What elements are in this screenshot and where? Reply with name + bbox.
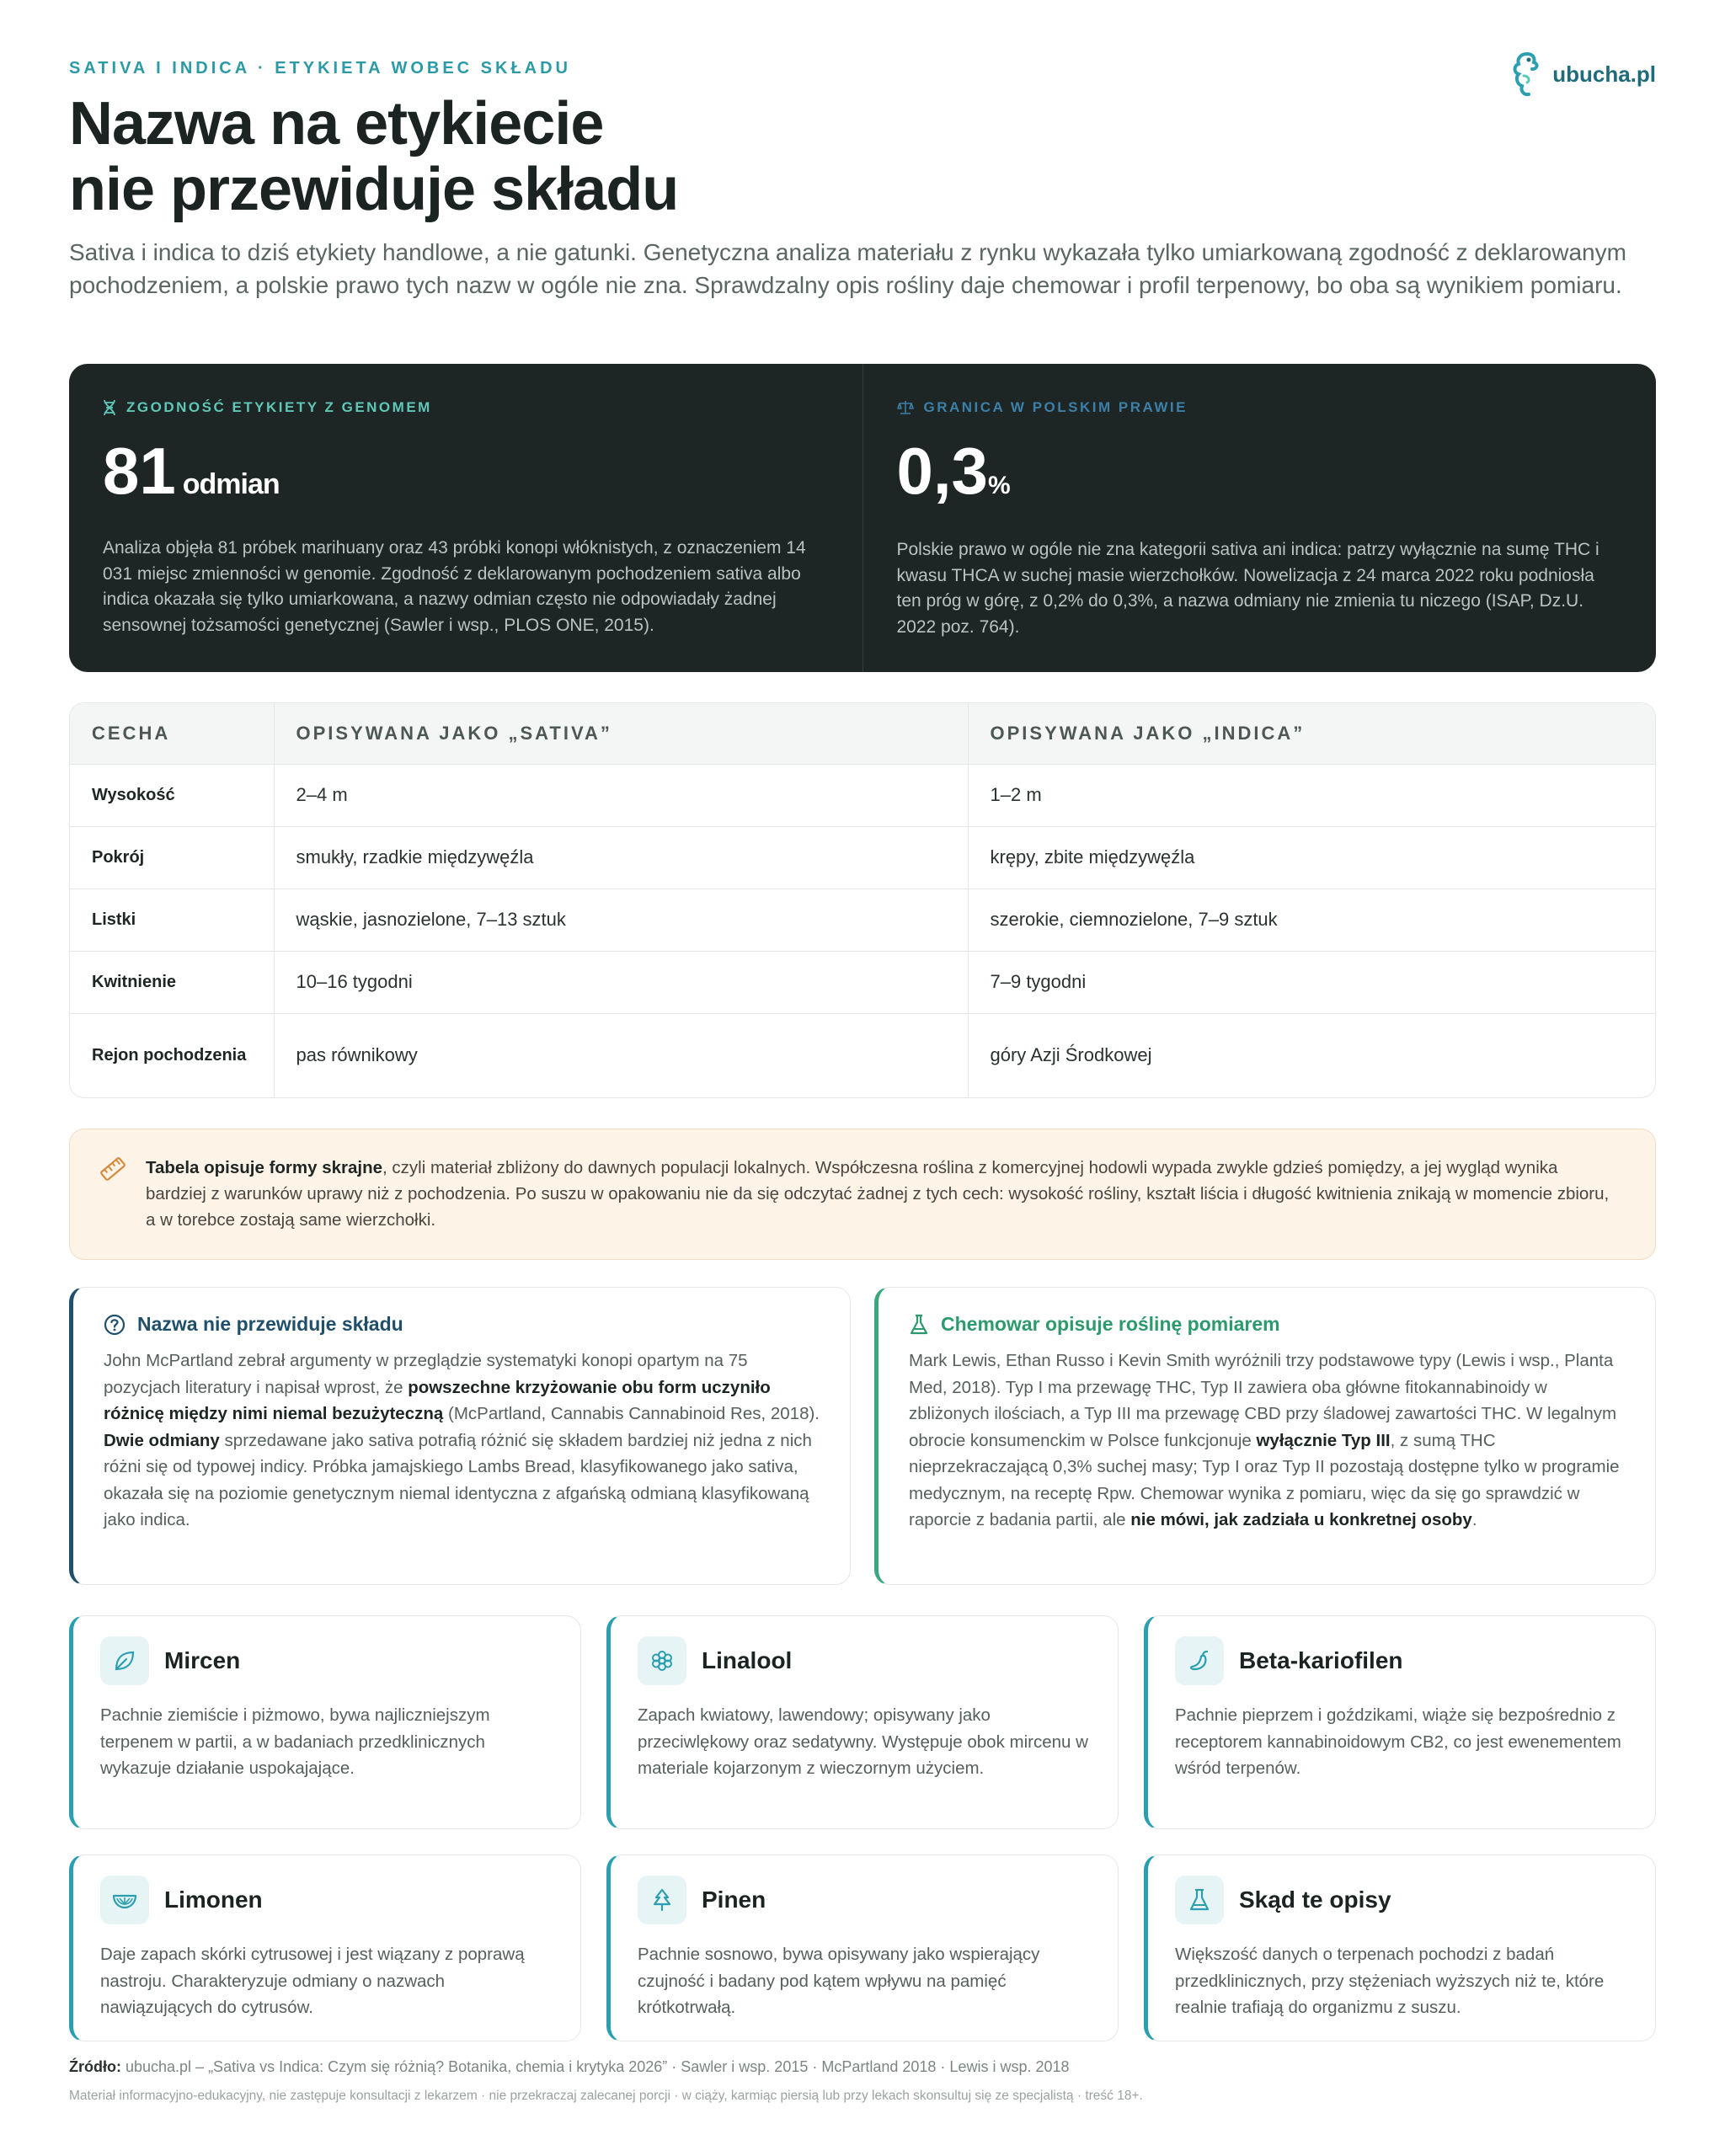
citrus-icon <box>100 1876 149 1924</box>
pepper-icon <box>1175 1636 1224 1685</box>
note-text: , czyli materiał zbliżony do dawnych populacji lokalnych. Współczesna roślina z komercyjnej hodowli wypada zwykle gdzieś pomiędzy, a jej wygląd wynika bardziej z warunków uprawy niż z pochodzenia. Po suszu w opakowaniu nie da się odczytać żadnej z tych cech: wysokość rośliny, kształt liścia i długość kwitnienia znikają w momencie zbioru, a w torebce zostają same wierzchołki. <box>146 1158 1610 1230</box>
table-row <box>70 951 1655 1013</box>
card-title: Chemowar opisuje roślinę pomiarem <box>909 1313 1626 1336</box>
stat-law <box>862 364 1657 672</box>
card-text: John McPartland zebrał argumenty w przeglądzie systematyki konopi opartym na 75 pozycjach literatury i napisał wprost, że powszechne krzyżowanie obu form uczyniło różnicę między nimi niemal bezużyteczną (McPartland, Cannabis Cannabinoid Res, 2018). Dwie odmiany sprzedawane jako sativa potrafią różnić się składem bardziej niż jedna z nich różni się od typowej indicy. Próbka jamajskiego Lambs Bread, klasyfikowanego jako sativa, okazała się na poziomie genetycznym niemal identyczna z afgańską odmianą klasyfikowaną jako indica. <box>104 1351 820 1529</box>
row-label: Listki <box>70 889 274 951</box>
stat-genome <box>69 364 862 672</box>
stat-description: Analiza objęła 81 próbek marihuany oraz 43 próbki konopi włóknistych, z oznaczeniem 14 031 miejsc zmienności w genomie. Zgodność z deklarowanym pochodzeniem sativa albo indica okazała się tylko umiarkowana, a nazwy odmian często nie odpowiadały żadnej sensownej tożsamości genetycznej (Sawler i wsp., PLOS ONE, 2015). <box>103 538 806 635</box>
source-text: ubucha.pl – „Sativa vs Indica: Czym się różnią? Botanika, chemia i krytyka 2026” · Sawler i wsp. 2015 · McPartland 2018 · Lewis i wsp. 2018 <box>120 2058 1070 2075</box>
note-bold: Tabela opisuje formy skrajne <box>146 1158 383 1177</box>
column-header: OPISYWANA JAKO „SATIVA” <box>274 703 968 764</box>
title-line-2: nie przewiduje składu <box>69 156 679 223</box>
table-row <box>70 889 1655 951</box>
terpene-description: Pachnie sosnowo, bywa opisywany jako wspierający czujność i badany pod kątem wpływu na pamięć krótkotrwałą. <box>638 1945 1040 2017</box>
table-cell: 7–9 tygodni <box>968 951 1655 1013</box>
card-text: Mark Lewis, Ethan Russo i Kevin Smith wyróżnili trzy podstawowe typy (Lewis i wsp., Planta Med, 2018). Typ I ma przewagę THC, Typ II zawiera oba główne fitokannabinoidy w zbliżonych ilościach, a Typ III ma przewagę CBD przy śladowej zawartości THC. W legalnym obrocie konsumenckim w Polsce funkcjonuje wyłącznie Typ III, z sumą THC nieprzekraczającą 0,3% suchej masy; Typ I oraz Typ II pozostają dostępne tylko w programie medycznym, na receptę Rpw. Chemowar wynika z pomiaru, więc da się go sprawdzić w raporcie z badania partii, ale nie mówi, jak zadziała u konkretnej osoby. <box>909 1351 1620 1529</box>
table-cell: pas równikowy <box>274 1013 968 1097</box>
seahorse-logo-icon <box>1507 51 1544 98</box>
column-header: CECHA <box>70 703 274 764</box>
terpene-description: Zapach kwiatowy, lawendowy; opisywany jako przeciwlękowy oraz sedatywny. Występuje obok mircenu w materiale kojarzonym z wieczornym użyciem. <box>638 1705 1088 1778</box>
table-note <box>69 1129 1656 1260</box>
card-name-vs-composition <box>69 1287 851 1585</box>
row-label: Rejon pochodzenia <box>70 1013 274 1097</box>
stat-unit: odmian <box>182 468 280 500</box>
terpene-description: Daje zapach skórki cytrusowej i jest wiązany z poprawą nastroju. Charakteryzuje odmiany o nazwach nawiązujących do cytrusów. <box>100 1945 525 2017</box>
table-cell: góry Azji Środkowej <box>968 1013 1655 1097</box>
scales-icon <box>897 400 914 415</box>
leaf-icon <box>100 1636 149 1685</box>
table-cell: smukły, rzadkie międzywęźla <box>274 826 968 889</box>
row-label: Kwitnienie <box>70 951 274 1013</box>
terpene-card-limonen <box>69 1854 581 2041</box>
stat-unit: % <box>987 472 1010 499</box>
terpene-description: Pachnie ziemiście i piżmowo, bywa najliczniejszym terpenem w partii, a w badaniach przedklinicznych wykazuje działanie uspokajające. <box>100 1705 490 1778</box>
stat-label: GRANICA W POLSKIM PRAWIE <box>897 399 1623 416</box>
table-row <box>70 764 1655 826</box>
stats-panel <box>69 364 1656 672</box>
eyebrow: SATIVA I INDICA · ETYKIETA WOBEC SKŁADU <box>69 59 571 77</box>
table-header-row <box>70 703 1655 764</box>
table-cell: 10–16 tygodni <box>274 951 968 1013</box>
stat-description: Polskie prawo w ogóle nie zna kategorii sativa ani indica: patrzy wyłącznie na sumę THC i kwasu THCA w suchej masie wierzchołków. Nowelizacja z 24 marca 2022 roku podniosła ten próg w górę, z 0,2% do 0,3%, a nazwa odmiany nie zmienia tu niczego (ISAP, Dz.U. 2022 poz. 764). <box>896 540 1599 637</box>
source-line <box>69 2058 1070 2076</box>
terpene-card-linalool <box>606 1615 1119 1829</box>
table-row <box>70 826 1655 889</box>
terpene-name: Beta-kariofilen <box>1239 1647 1403 1673</box>
terpene-name: Skąd te opisy <box>1239 1886 1391 1913</box>
question-circle-icon <box>104 1314 126 1336</box>
flask-icon <box>909 1314 929 1336</box>
table-cell: 1–2 m <box>968 764 1655 826</box>
table-cell: szerokie, ciemnozielone, 7–9 sztuk <box>968 889 1655 951</box>
terpene-description: Pachnie pieprzem i goździkami, wiąże się bezpośrednio z receptorem kannabinoidowym CB2, co jest ewenementem wśród terpenów. <box>1175 1705 1621 1778</box>
stat-value: 81 odmian <box>103 434 280 508</box>
lead-paragraph: Sativa i indica to dziś etykiety handlowe, a nie gatunki. Genetyczna analiza materiału z rynku wykazała tylko umiarkowaną zgodność z deklarowanym pochodzeniem, a polskie prawo tych nazw w ogóle nie zna. Sprawdzalny opis rośliny daje chemowar i profil terpenowy, bo oba są wynikiem pomiaru. <box>69 239 1626 298</box>
terpene-name: Mircen <box>164 1647 241 1673</box>
terpene-description: Większość danych o terpenach pochodzi z badań przedklinicznych, przy stężeniach wyższych niż te, które realnie trafiają do organizmu z suszu. <box>1175 1945 1605 2017</box>
table-cell: 2–4 m <box>274 764 968 826</box>
terpene-name: Linalool <box>702 1647 793 1673</box>
flower-icon <box>638 1636 686 1685</box>
flask-icon <box>1175 1876 1224 1924</box>
terpene-card-beta-caryophyllene <box>1144 1615 1656 1829</box>
dna-icon <box>103 399 116 416</box>
table-cell: wąskie, jasnozielone, 7–13 sztuk <box>274 889 968 951</box>
table-cell: krępy, zbite międzywęźla <box>968 826 1655 889</box>
terpene-name: Pinen <box>702 1886 766 1913</box>
terpene-card-sources <box>1144 1854 1656 2041</box>
card-chemovar <box>874 1287 1656 1585</box>
column-header: OPISYWANA JAKO „INDICA” <box>968 703 1655 764</box>
title-line-1: Nazwa na etykiecie <box>69 90 604 157</box>
terpene-card-pinen <box>606 1854 1119 2041</box>
brand-name: ubucha.pl <box>1552 61 1656 87</box>
table-row <box>70 1013 1655 1097</box>
row-label: Pokrój <box>70 826 274 889</box>
ruler-icon <box>99 1155 127 1183</box>
terpene-name: Limonen <box>164 1886 263 1913</box>
source-label: Źródło: <box>69 2058 121 2075</box>
stat-label: ZGODNOŚĆ ETYKIETY Z GENOMEM <box>103 399 829 416</box>
terpene-card-mircen <box>69 1615 581 1829</box>
disclaimer: Materiał informacyjno-edukacyjny, nie zastępuje konsultacji z lekarzem · nie przekraczaj zalecanej porcji · w ciąży, karmiąc piersią lub przy lekach skonsultuj się ze specjalistą · treść 18+. <box>69 2089 1143 2103</box>
pine-tree-icon <box>638 1876 686 1924</box>
page-title <box>69 91 678 222</box>
stat-value: 0,3% <box>896 434 1010 508</box>
card-title: Nazwa nie przewiduje składu <box>104 1313 821 1336</box>
brand-logo[interactable] <box>1507 51 1656 98</box>
row-label: Wysokość <box>70 764 274 826</box>
infographic-page <box>69 0 1656 2156</box>
comparison-table <box>69 702 1656 1098</box>
